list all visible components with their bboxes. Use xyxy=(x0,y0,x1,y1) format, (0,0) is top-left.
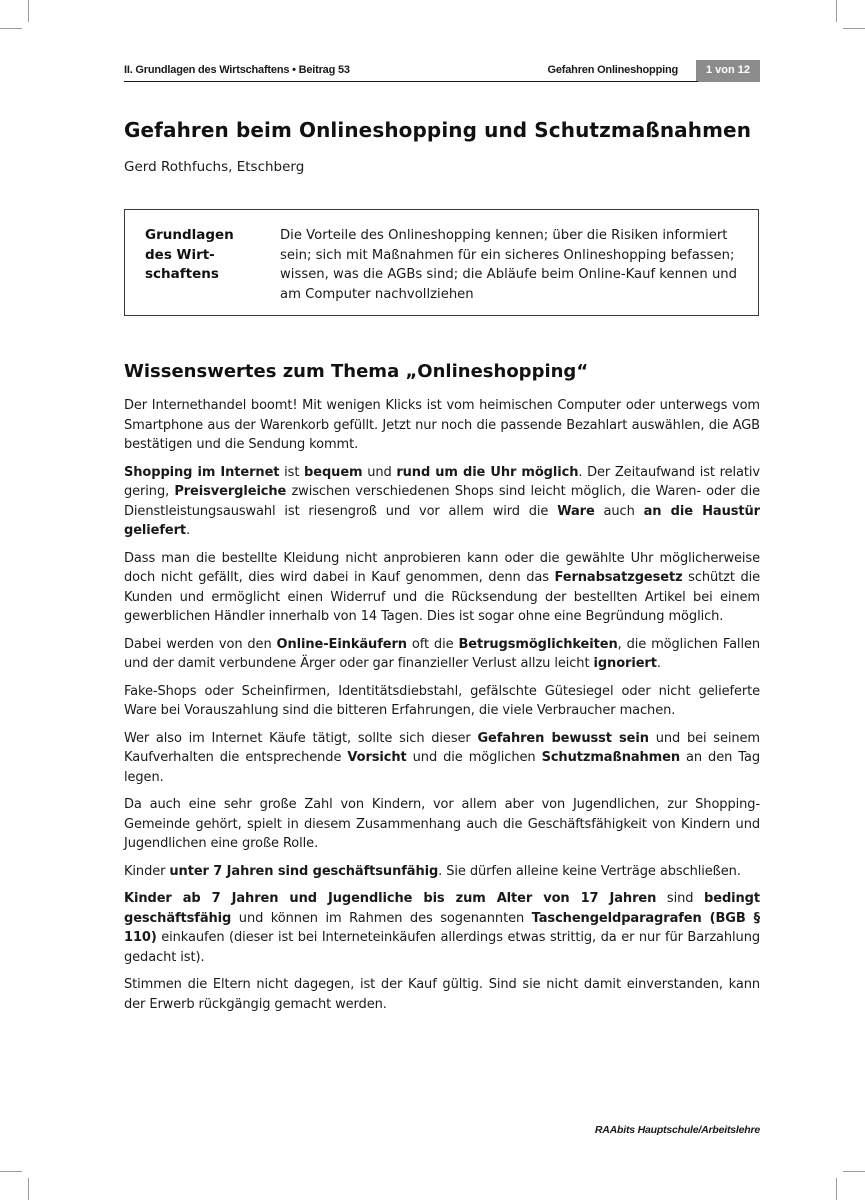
text-run: Da auch eine sehr große Zahl von Kindern, vor allem aber von Jugendlichen, zur Shopping-Gemeinde gehört, spielt in diesem Zusammenhang auch die Geschäftsfähigkeit von Kindern und Jugendlichen eine große Rolle. xyxy=(124,797,760,851)
text-run: . xyxy=(186,523,191,538)
text-run: Wer also im Internet Käufe tätigt, sollte sich dieser xyxy=(124,730,478,746)
section-title: Wissenswertes zum Thema „Onlineshopping“ xyxy=(124,361,589,382)
running-header xyxy=(124,60,760,82)
crop-mark xyxy=(836,0,837,22)
bold-text: an die Haustür geliefert xyxy=(124,503,760,538)
bold-text: Online-Einkäufern xyxy=(276,636,407,652)
author: Gerd Rothfuchs, Etschberg xyxy=(124,159,305,175)
text-run: . Der Zeitaufwand ist relativ gering, xyxy=(124,464,760,499)
bold-text: Betrugsmöglichkeiten xyxy=(458,636,618,652)
info-label-line: schaftens xyxy=(145,266,219,282)
paragraph xyxy=(124,549,760,627)
paragraph xyxy=(124,682,760,721)
text-run: Dass man die bestellte Kleidung nicht anprobieren kann oder die gewählte Uhr möglicherweise doch nicht gefällt, dies wird dabei in Kauf genommen, denn das xyxy=(124,550,760,585)
paragraph xyxy=(124,889,760,967)
text-run: und bei seinem Kaufverhalten die entsprechende xyxy=(124,730,760,765)
text-run: auch xyxy=(594,503,644,519)
text-run: und können im Rahmen des sogenannten xyxy=(231,910,532,926)
footer-publisher: RAAbits Hauptschule/Arbeitslehre xyxy=(594,1124,760,1136)
header-chapter: II. Grundlagen des Wirtschaftens • Beitrag 53 xyxy=(124,64,350,76)
text-run: Fake-Shops oder Scheinfirmen, Identitätsdiebstahl, gefälschte Gütesiegel oder nicht gelieferte Ware bei Vorauszahlung sind die bitteren Erfahrungen, die viele Verbraucher machen. xyxy=(124,683,760,718)
text-run: . xyxy=(656,656,661,671)
crop-mark xyxy=(0,28,22,29)
text-run: einkaufen (dieser ist bei Interneteinkäufen allerdings etwas strittig, da er nur für Barzahlung gedacht ist). xyxy=(124,930,760,965)
text-run: Der Internethandel boomt! Mit wenigen Klicks ist vom heimischen Computer oder unterwegs vom Smartphone aus der Warenkorb gefüllt. Jetzt nur noch die passende Bezahlart auswählen, die AGB bestätigen und die Sendung kommt. xyxy=(124,398,760,452)
text-run: , die möglichen Fallen und der damit verbundene Ärger oder gar finanzieller Verlust allzu leicht xyxy=(124,636,760,671)
bold-text: Ware xyxy=(557,503,595,519)
bold-text: Vorsicht xyxy=(347,750,407,765)
header-topic: Gefahren Onlineshopping xyxy=(547,64,678,76)
bold-text: bedingt geschäftsfähig xyxy=(124,891,760,926)
paragraph xyxy=(124,862,760,882)
bold-text: Schutzmaßnahmen xyxy=(541,750,680,765)
page-title: Gefahren beim Onlineshopping und Schutzmaßnahmen xyxy=(124,118,752,142)
text-run: ist xyxy=(279,464,305,480)
text-run: Kinder xyxy=(124,863,170,879)
text-run: und xyxy=(362,464,397,480)
paragraph xyxy=(124,396,760,455)
text-run: Dabei werden von den xyxy=(124,636,277,652)
crop-mark xyxy=(28,0,29,22)
info-label-line: Grundlagen xyxy=(145,227,234,243)
text-run: schützt die Kunden und ermöglicht einen Widerruf und die Rücksendung der bestellten Artikel bei einem gewerblichen Händler innerhalb von 14 Tagen. Dies ist sogar ohne eine Begründung möglich. xyxy=(124,570,761,624)
header-rule xyxy=(124,81,698,82)
bold-text: bequem xyxy=(304,464,363,480)
paragraph xyxy=(124,975,760,1014)
body-text xyxy=(124,396,760,1022)
crop-mark xyxy=(836,1178,837,1200)
crop-mark xyxy=(843,28,865,29)
bold-text: Kinder ab 7 Jahren und Jugendliche bis zum Alter von 17 Jahren xyxy=(124,891,657,906)
info-label-line: des Wirt- xyxy=(145,246,215,263)
info-box xyxy=(124,209,759,316)
crop-mark xyxy=(28,1178,29,1200)
bold-text: Gefahren bewusst sein xyxy=(477,730,649,746)
info-box-text: Die Vorteile des Onlineshopping kennen; über die Risiken informiert sein; sich mit Maßnahmen für ein sicheres Onlineshopping befassen; wissen, was die AGBs sind; die Abläufe beim Online-Kauf kennen und am Computer nachvollziehen xyxy=(280,228,738,302)
paragraph xyxy=(124,795,760,854)
crop-mark xyxy=(843,1171,865,1172)
text-run: sind xyxy=(656,891,705,906)
bold-text: Preisvergleiche xyxy=(174,484,287,499)
text-run: zwischen verschiedenen Shops sind leicht möglich, die Waren- oder die Dienstleistungsauswahl ist riesengroß und vor allem wird die xyxy=(124,484,760,519)
bold-text: unter 7 Jahren sind geschäftsunfähig xyxy=(169,863,439,879)
page-number-badge: 1 von 12 xyxy=(696,60,760,82)
text-run: an den Tag legen. xyxy=(124,750,760,785)
bold-text: Shopping im Internet xyxy=(124,464,280,480)
bold-text: Fernabsatzgesetz xyxy=(554,570,683,585)
paragraph xyxy=(124,729,760,788)
info-box-label xyxy=(145,226,265,285)
text-run: und die möglichen xyxy=(406,750,542,765)
bold-text: Taschengeldparagrafen (BGB § 110) xyxy=(124,910,760,945)
text-run: . Sie dürfen alleine keine Verträge abschließen. xyxy=(438,863,741,879)
text-run: oft die xyxy=(406,636,459,652)
bold-text: rund um die Uhr möglich xyxy=(396,464,579,480)
paragraph xyxy=(124,463,760,541)
crop-mark xyxy=(0,1171,22,1172)
text-run: Stimmen die Eltern nicht dagegen, ist der Kauf gültig. Sind sie nicht damit einverstanden, kann der Erwerb rückgängig gemacht werden. xyxy=(124,977,760,1012)
paragraph xyxy=(124,635,760,674)
bold-text: ignoriert xyxy=(593,656,657,671)
